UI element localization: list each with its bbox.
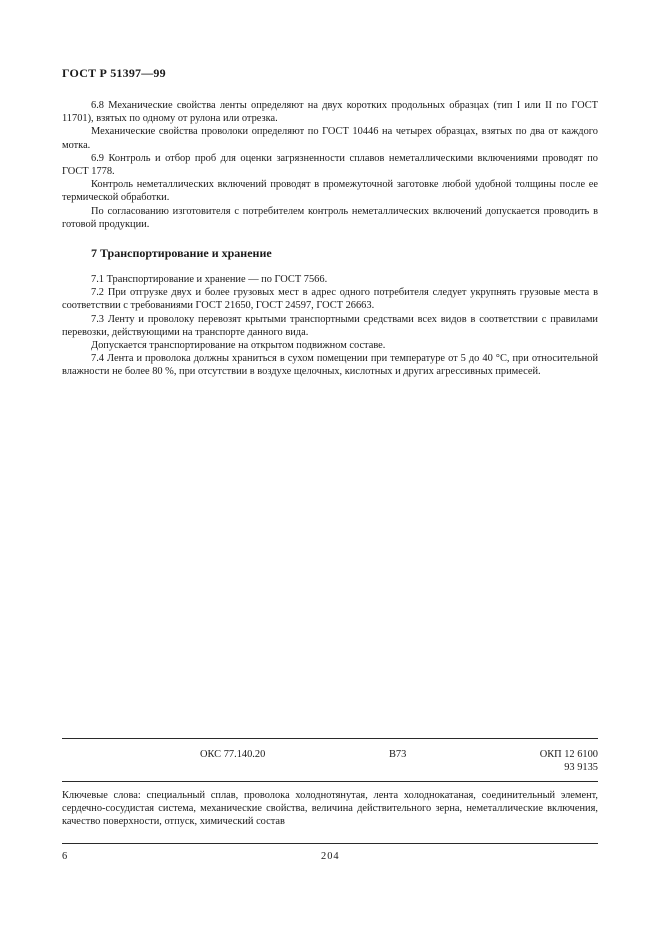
paragraph-6-8-wire: Механические свойства проволоки определяют по ГОСТ 10446 на четырех образцах, взятых по два от каждого мотка. xyxy=(62,126,598,151)
section-6-text xyxy=(62,99,598,231)
oks-code: ОКС 77.140.20 xyxy=(200,749,266,760)
keywords-top-rule xyxy=(62,781,598,782)
paragraph-6-9: 6.9 Контроль и отбор проб для оценки загрязненности сплавов неметаллическими включениями проводят по ГОСТ 1778. xyxy=(62,152,598,178)
okp-code xyxy=(540,748,598,774)
keywords: Ключевые слова: специальный сплав, проволока холоднотянутая, лента холоднокатаная, соединительный элемент, сердечно-сосудистая система, механические свойства, величина действительного зерна, неметаллические включения, качество поверхности, отпуск, химический состав xyxy=(62,790,598,828)
paragraph-6-9-agreement: По согласованию изготовителя с потребителем контроль неметаллических включений допускается проводить в готовой продукции. xyxy=(62,205,598,230)
page-number-center: 204 xyxy=(321,851,340,862)
paragraph-6-9-control: Контроль неметаллических включений проводят в промежуточной заготовке любой удобной толщины после ее термической обработки. xyxy=(62,179,598,204)
paragraph-6-8: 6.8 Механические свойства ленты определяют на двух коротких продольных образцах (тип I или II по ГОСТ 11701), взятых по одному от рулона или отрезка. xyxy=(62,100,598,125)
paragraph-7-3: 7.3 Ленту и проволоку перевозят крытыми транспортными средствами всех видов в соответствии с правилами перевозки, действующими на транспорте данного вида. xyxy=(62,313,598,338)
okp-code-line1: ОКП 12 6100 xyxy=(539,749,598,760)
paragraph-7-1: 7.1 Транспортирование и хранение — по ГОСТ 7566. xyxy=(91,274,328,285)
okp-code-line2: 93 9135 xyxy=(564,762,598,773)
paragraph-7-3-open: Допускается транспортирование на открытом подвижном составе. xyxy=(91,340,386,352)
group-code: В73 xyxy=(389,749,407,760)
section-7-text xyxy=(62,273,598,379)
section-7-title: 7 Транспортирование и хранение xyxy=(91,246,272,260)
footer-bottom-rule xyxy=(62,843,598,844)
footer-top-rule xyxy=(62,738,598,739)
paragraph-7-2: 7.2 При отгрузке двух и более грузовых мест в адрес одного потребителя следует укрупнять грузовые места в соответствии с требованиями ГОСТ 21650, ГОСТ 24597, ГОСТ 26663. xyxy=(62,287,598,312)
page-number-left: 6 xyxy=(62,851,68,862)
paragraph-7-4: 7.4 Лента и проволока должны храниться в сухом помещении при температуре от 5 до 40 °С, при относительной влажности не более 80 %, при отсутствии в воздухе щелочных, кислотных и других агрессивных примесей. xyxy=(62,353,598,378)
document-header: ГОСТ Р 51397—99 xyxy=(62,66,166,80)
